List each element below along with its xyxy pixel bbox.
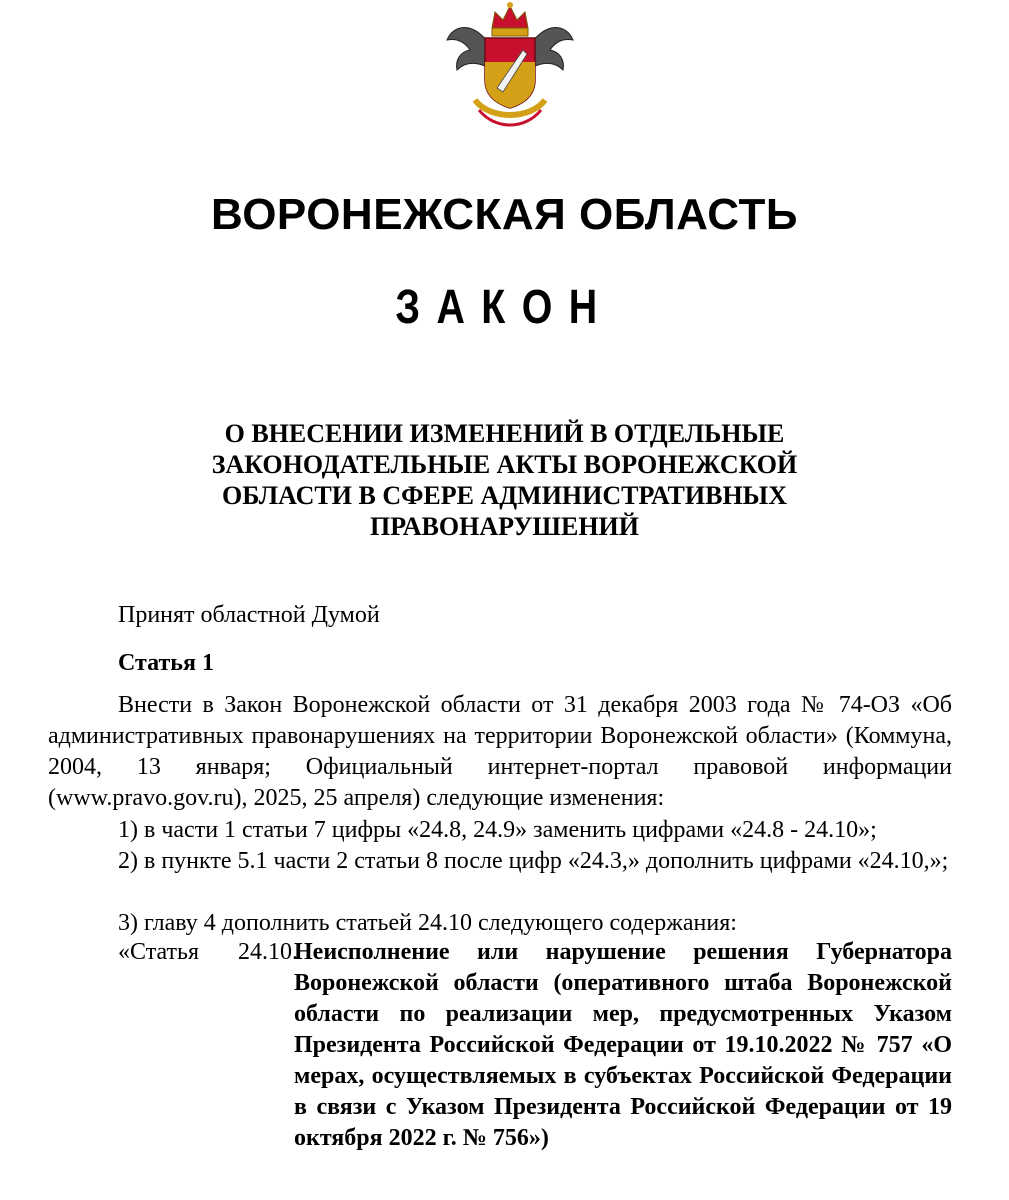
left-eagle-icon xyxy=(447,28,490,71)
document-type: ЗАКОН xyxy=(395,281,614,334)
new-article-label: «Статья 24.10. xyxy=(118,939,298,965)
right-eagle-icon xyxy=(530,28,573,71)
coat-of-arms-icon xyxy=(435,0,585,135)
coat-of-arms-emblem xyxy=(435,0,585,135)
paragraph-intro: Внести в Закон Воронежской области от 31 декабря 2003 года № 74-ОЗ «Об административных правонарушениях на территории Воронежской области» (Коммуна, 2004, 13 января; Официальный интернет-портал правовой информации (www.pravo.gov.ru), 2025, 25 апреля) следующие изменения: xyxy=(48,692,952,811)
new-article-title: Неисполнение или нарушение решения Губернатора Воронежской области (оперативного штаба Воронежской области по реализации мер, предусмотренных Указом Президента Российской Федерации от 19.10.2022 № 757 «О мерах, осуществляемых в субъектах Российской Федерации в связи с Указом Президента Российской Федерации от 19 октября 2022 г. № 756») xyxy=(294,939,952,1151)
paragraph-item-3: 3) главу 4 дополнить статьей 24.10 следующего содержания: xyxy=(118,910,737,936)
adopted-note: Принят областной Думой xyxy=(118,602,380,628)
crown-icon xyxy=(492,2,528,36)
paragraph-item-2: 2) в пункте 5.1 части 2 статьи 8 после цифр «24.3,» дополнить цифрами «24.10,»; xyxy=(118,848,949,874)
region-name: ВОРОНЕЖСКАЯ ОБЛАСТЬ xyxy=(211,190,798,239)
article-heading: Статья 1 xyxy=(118,650,214,676)
law-title: О ВНЕСЕНИИ ИЗМЕНЕНИЙ В ОТДЕЛЬНЫЕ ЗАКОНОДАТЕЛЬНЫЕ АКТЫ ВОРОНЕЖСКОЙ ОБЛАСТИ В СФЕРЕ АДМИНИСТРАТИВНЫХ ПРАВОНАРУШЕНИЙ xyxy=(211,419,798,541)
paragraph-item-1: 1) в части 1 статьи 7 цифры «24.8, 24.9» заменить цифрами «24.8 - 24.10»; xyxy=(118,817,877,843)
